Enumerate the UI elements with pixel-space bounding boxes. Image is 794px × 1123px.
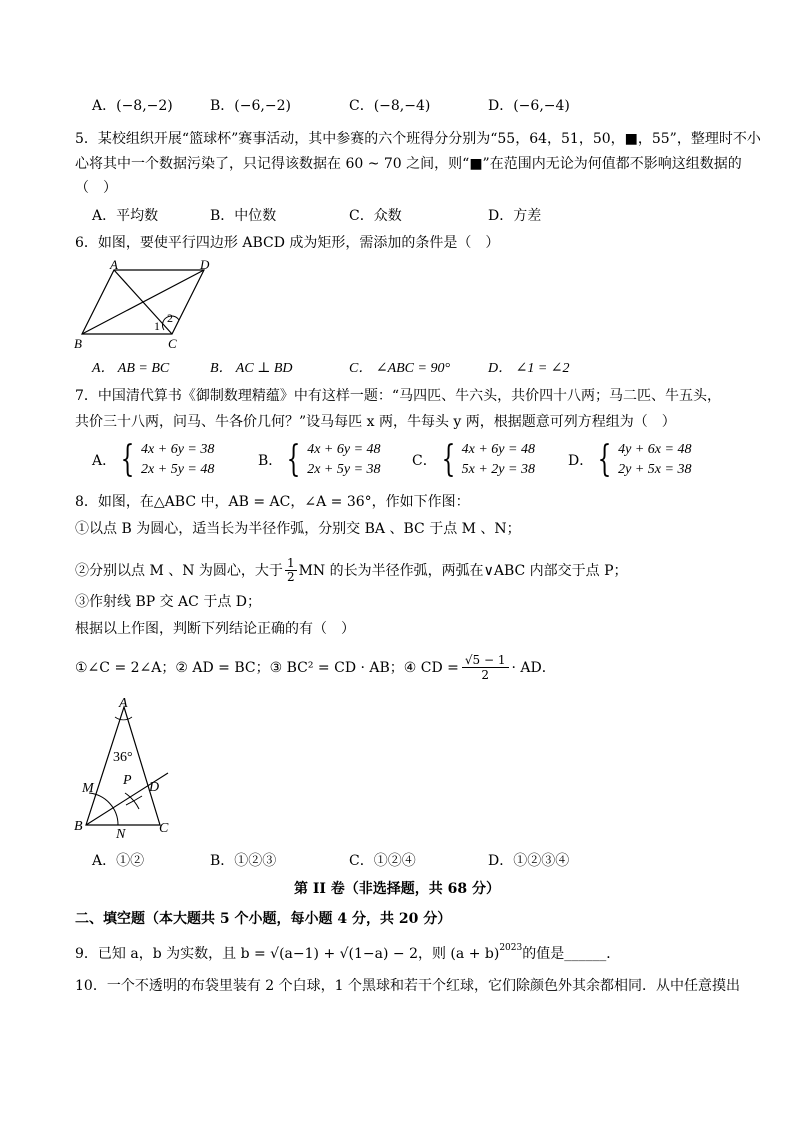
- q8-option-d: D．①②③④: [488, 853, 570, 869]
- q7-a-eq2: 2x + 5y = 48: [141, 462, 215, 477]
- label-b: B: [74, 336, 82, 351]
- q8-step2-b: MN 的长为半径作弧，两弧在∨ABC 内部交于点 P；: [298, 562, 628, 579]
- q8-line1: 8．如图，在△ABC 中，AB = AC，∠A = 36°，作如下作图：: [75, 494, 470, 510]
- q7-line1: 7．中国清代算书《御制数理精蕴》中有这样一题：“马四匹、牛六头，共价四十八两；马二匹、牛五头，: [75, 388, 722, 404]
- q8-conclusions-b: · AD．: [511, 659, 556, 676]
- q7-line2: 共价三十八两，问马、牛各价几何？”设马每匹 x 两，牛每头 y 两，根据题意可列方程组为（ ）: [75, 414, 676, 430]
- q8-conclusions: [75, 653, 556, 682]
- label-b: B: [74, 819, 83, 834]
- label-angle-2: 2: [167, 311, 173, 325]
- label-n: N: [116, 827, 126, 842]
- parallelogram-figure: [70, 258, 230, 353]
- q7-option-c: [412, 440, 535, 480]
- angle-label: 36°: [113, 750, 133, 765]
- q5-line2: 心将其中一个数据污染了，只记得该数据在 60 ~ 70 之间，则“■”在范围内无论为何值都不影响这组数据的: [75, 156, 742, 172]
- q6-option-d: D． ∠1 = ∠2: [488, 361, 570, 376]
- q5-option-b: B．中位数: [210, 208, 277, 224]
- q7-d-eq2: 2y + 5x = 38: [618, 462, 692, 477]
- q4-option-d: D．(−6,−4): [488, 98, 570, 114]
- triangle-figure: [70, 695, 190, 845]
- q4-option-c: C．(−8,−4): [349, 98, 431, 114]
- q5-option-a: A．平均数: [92, 208, 159, 224]
- section-2-title: 第 II 卷（非选择题，共 68 分）: [293, 881, 501, 897]
- brace-icon: {: [120, 439, 135, 480]
- fraction-half: [285, 557, 297, 584]
- q6-option-a: A． AB = BC: [92, 361, 170, 376]
- q10: 10．一个不透明的布袋里装有 2 个白球，1 个黑球和若干个红球，它们除颜色外其余都相同．从中任意摸出: [75, 978, 740, 994]
- fraction-den: 2: [286, 570, 295, 584]
- q7-option-b-label: B．: [258, 453, 283, 469]
- label-c: C: [168, 336, 177, 351]
- q9-exponent: 2023: [499, 943, 523, 953]
- angle-a-arc: [115, 717, 132, 720]
- brace-icon: {: [597, 439, 612, 480]
- q8-step3: ③作射线 BP 交 AC 于点 D；: [75, 594, 262, 610]
- label-a: A: [119, 696, 128, 711]
- brace-icon: {: [286, 439, 301, 480]
- q8-step1: ①以点 B 为圆心，适当长为半径作弧，分别交 BA 、BC 于点 M 、N；: [75, 521, 521, 537]
- q9: [75, 945, 620, 963]
- label-c: C: [159, 821, 169, 836]
- q8-conclusions-a: ①∠C = 2∠A；② AD = BC；③ BC² = CD · AB；④ CD =: [75, 659, 459, 676]
- q7-option-d: [568, 440, 691, 480]
- label-d: D: [200, 258, 210, 272]
- label-m: M: [82, 781, 94, 796]
- q5-option-c: C．众数: [349, 208, 402, 224]
- q9-text-b: 的值是______．: [522, 946, 621, 962]
- label-a: A: [110, 258, 118, 272]
- q8-judge: 根据以上作图，判断下列结论正确的有（ ）: [75, 621, 355, 637]
- q7-b-eq1: 4x + 6y = 48: [307, 442, 381, 457]
- q7-c-eq2: 5x + 2y = 38: [461, 462, 535, 477]
- q8-step2: [75, 557, 628, 584]
- q9-text-a: 9．已知 a，b 为实数，且 b = √(a−1) + √(1−a) − 2，则 (a + b): [75, 946, 500, 962]
- q6-stem: 6．如图，要使平行四边形 ABCD 成为矩形，需添加的条件是（ ）: [75, 235, 500, 251]
- q7-b-eq2: 2x + 5y = 38: [307, 462, 381, 477]
- q5-line1: 5．某校组织开展“篮球杯”赛事活动，其中参赛的六个班得分分别为“55，64，51，50，■，55”，整理时不小: [75, 131, 761, 147]
- q7-option-c-label: C．: [412, 453, 437, 469]
- q7-a-eq1: 4x + 6y = 38: [141, 442, 215, 457]
- q4-option-b: B．(−6,−2): [210, 98, 291, 114]
- q7-option-d-label: D．: [568, 453, 594, 469]
- q6-option-b: B． AC ⊥ BD: [210, 361, 293, 376]
- label-d: D: [149, 780, 160, 795]
- part-2-heading: 二、填空题（本大题共 5 个小题，每小题 4 分，共 20 分）: [75, 911, 452, 927]
- fraction-num: 1: [286, 556, 295, 570]
- q7-option-b: [258, 440, 381, 480]
- q5-option-d: D．方差: [488, 208, 542, 224]
- q8-option-c: C．①②④: [349, 853, 416, 869]
- diagonal-bd: [82, 270, 204, 334]
- q7-option-a-label: A．: [92, 453, 117, 469]
- fraction-sqrt5: [462, 653, 509, 682]
- q5-line3: （ ）: [75, 180, 117, 196]
- label-p: P: [123, 773, 132, 788]
- brace-icon: {: [441, 439, 456, 480]
- q8-option-a: A．①②: [92, 853, 145, 869]
- q7-option-a: [92, 440, 214, 480]
- q6-option-c: C． ∠ABC = 90°: [349, 361, 451, 376]
- q4-option-a: A．(−8,−2): [92, 98, 173, 114]
- label-angle-1: 1: [154, 319, 160, 333]
- q8-step2-a: ②分别以点 M 、N 为圆心，大于: [75, 562, 283, 579]
- fraction-num: √5 − 1: [462, 653, 509, 668]
- q7-d-eq1: 4y + 6x = 48: [618, 442, 692, 457]
- triangle-abc: [86, 707, 160, 825]
- arc-p2: [126, 796, 142, 805]
- q7-c-eq1: 4x + 6y = 48: [461, 442, 535, 457]
- q8-option-b: B．①②③: [210, 853, 277, 869]
- fraction-den: 2: [481, 668, 490, 682]
